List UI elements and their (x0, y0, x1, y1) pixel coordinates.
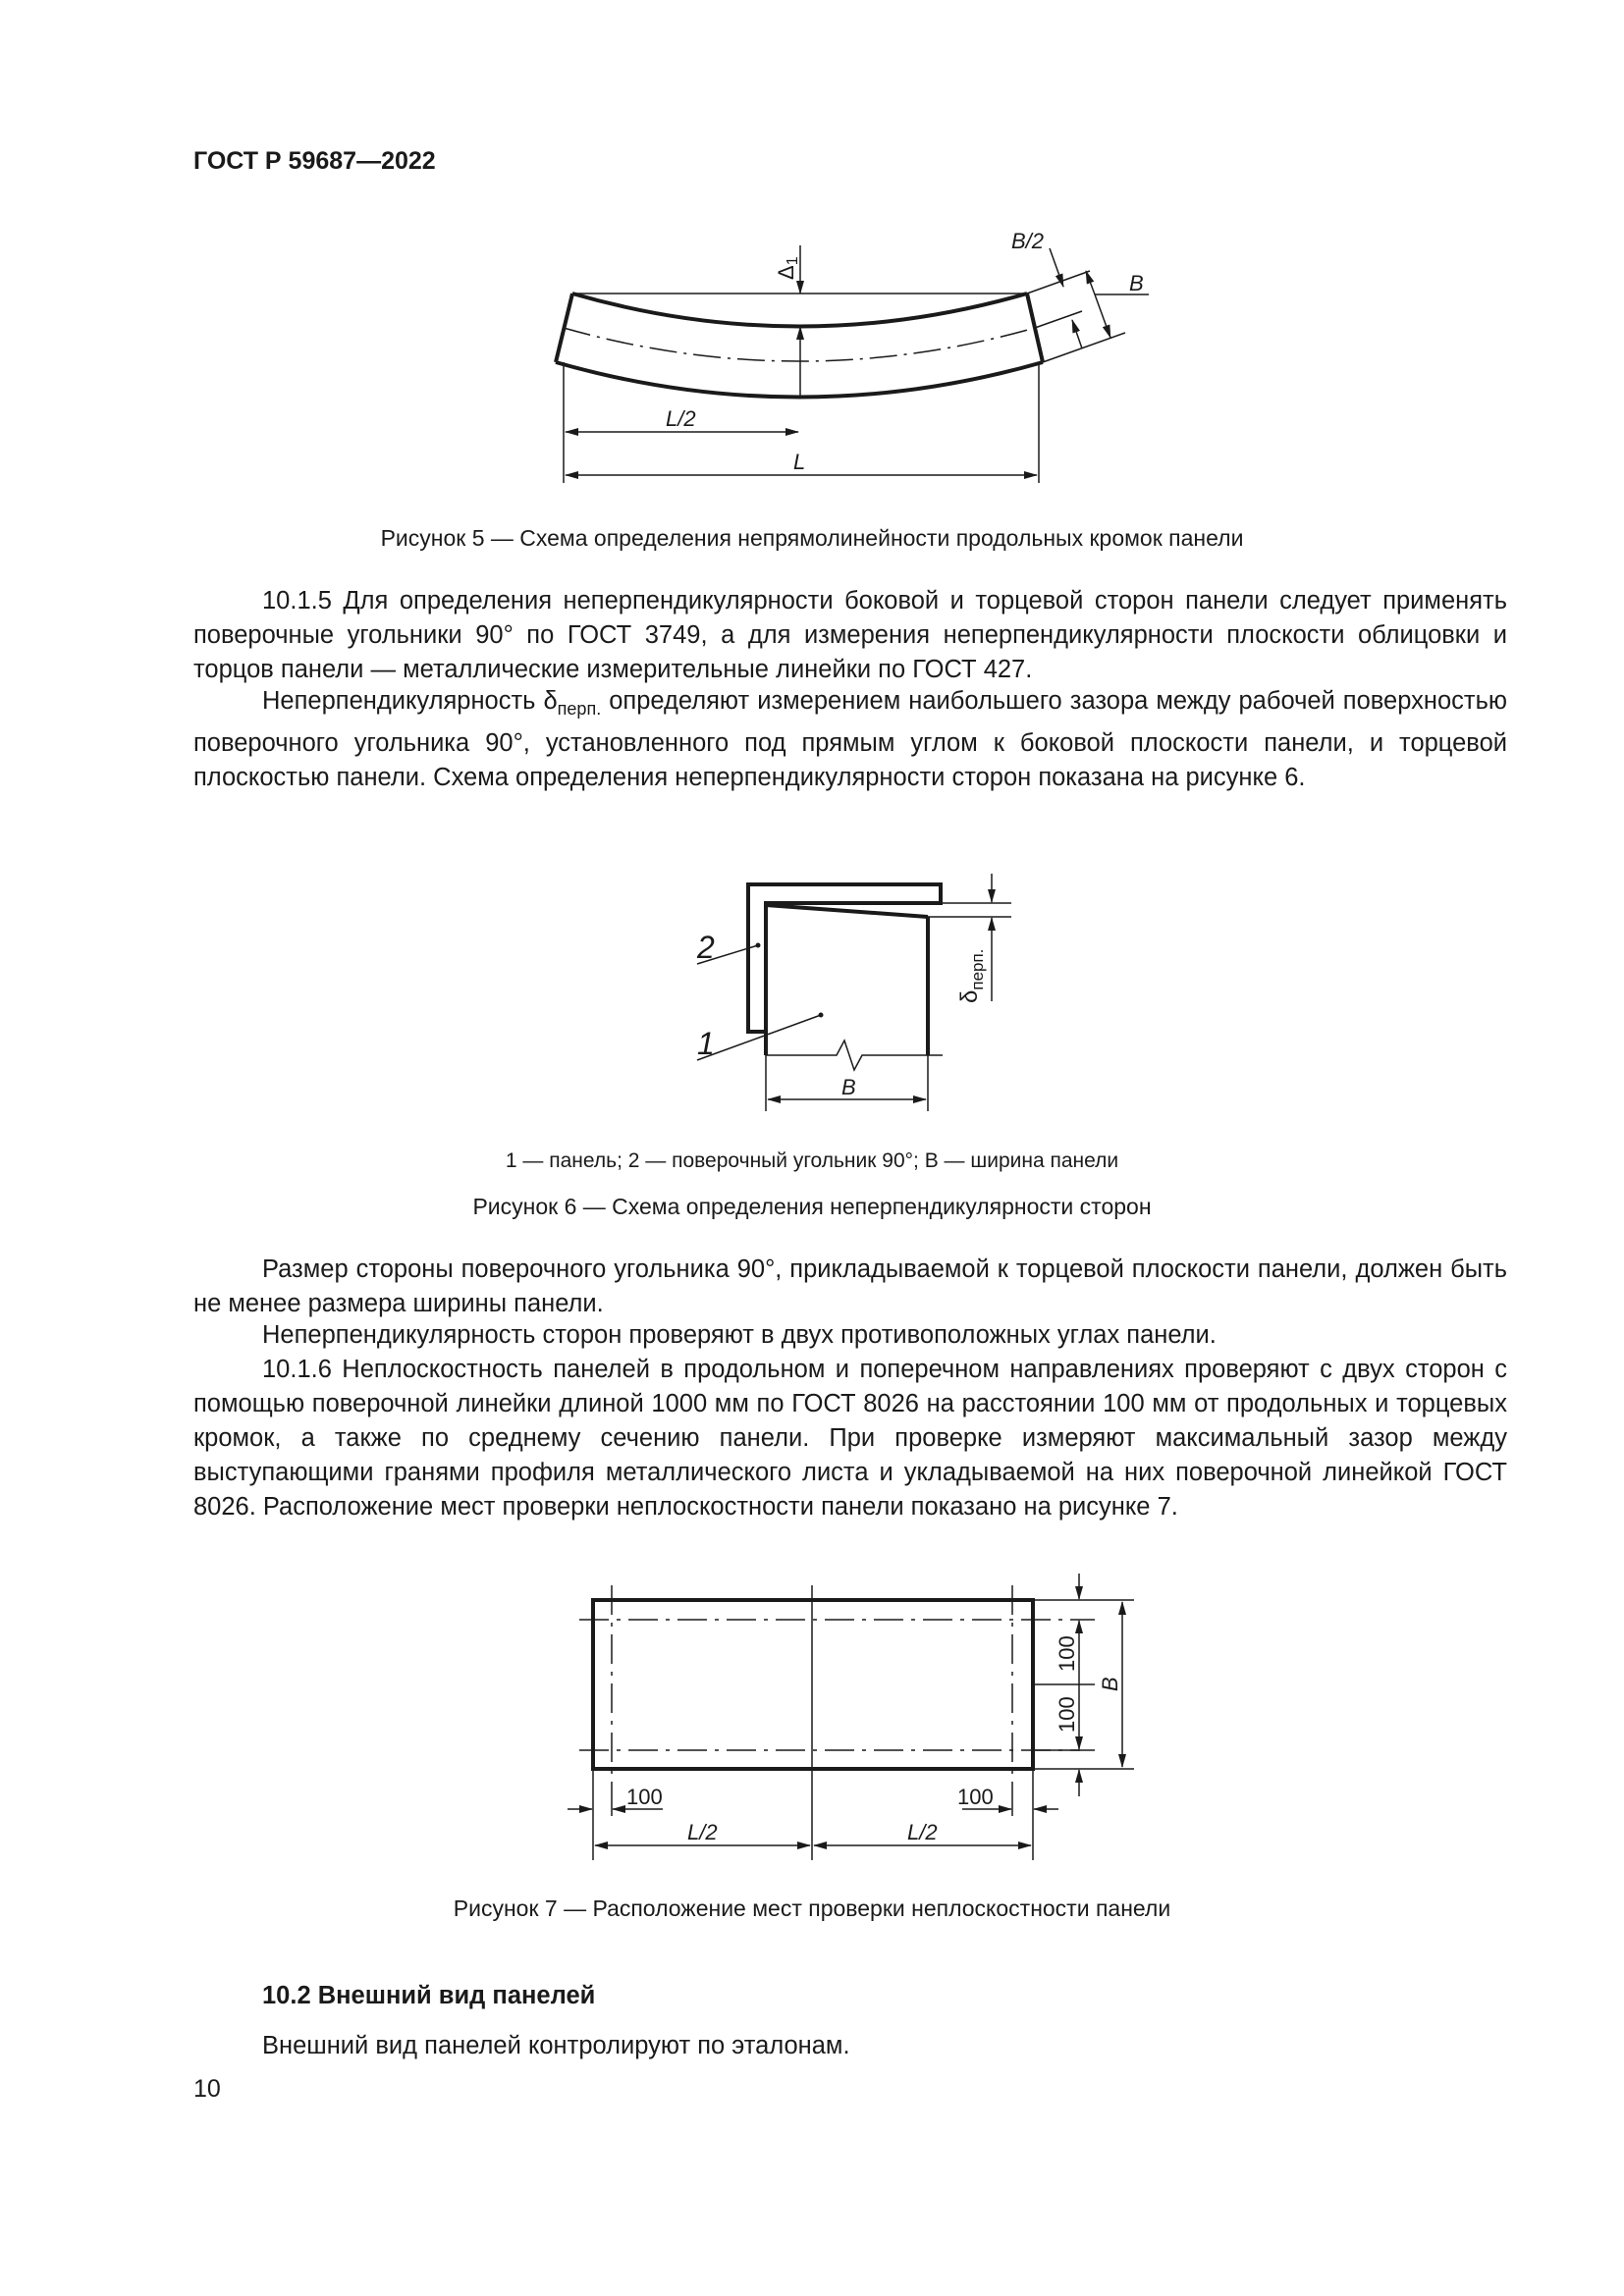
paragraph-appearance: Внешний вид панелей контролируют по эталонам. (262, 2032, 850, 2059)
figure-5 (0, 226, 1624, 501)
item-2-label: 2 (697, 930, 715, 965)
item-1-label: 1 (697, 1026, 715, 1061)
figure-7-caption: Рисунок 7 — Расположение мест проверки неплоскостности панели (453, 1896, 1171, 1921)
paragraph-10-1-5: 10.1.5 Для определения неперпендикулярности боковой и торцевой сторон панели следует применять поверочные угольники 90° по ГОСТ 3749, а для измерения неперпендикулярности плоскости облицовки и торцов панели — металлические измерительные линейки по ГОСТ 427. (193, 587, 1507, 683)
dim-l-half-right: L/2 (907, 1820, 938, 1844)
document-header: ГОСТ Р 59687—2022 (193, 147, 436, 175)
horizontal-dimensions (568, 1769, 1058, 1860)
deflection-dimension (774, 245, 801, 398)
panel-width-label: B (841, 1075, 856, 1099)
figure-6 (0, 864, 1624, 1124)
item-leaders (696, 930, 824, 1061)
figure-6-caption: Рисунок 6 — Схема определения неперпендикулярности сторон (472, 1194, 1152, 1219)
check-lines (579, 1585, 1080, 1860)
figure-6-drawing (0, 864, 1624, 1124)
b-half-label: B/2 (1011, 229, 1045, 253)
dim-100-top: 100 (1055, 1635, 1079, 1672)
figure-7-drawing (0, 1566, 1624, 1870)
width-dimensions (1011, 229, 1149, 362)
b-label: B (1129, 271, 1144, 295)
section-heading-10-2: 10.2 Внешний вид панелей (262, 1982, 596, 2009)
paragraph-non-perpendicularity: Неперпендикулярность $\delta_{перп.}$ определяют измерением наибольшего зазора между рабочей поверхностью поверочного угольника 90°, установленного под прямым углом к боковой плоскости панели, и торцевой плоскостью панели. Схема определения неперпендикулярности сторон показана на рисунке 6. (193, 687, 1507, 792)
dim-l-half-left: L/2 (687, 1820, 718, 1844)
dim-100-bottom: 100 (1055, 1696, 1079, 1733)
l-label: L (793, 450, 806, 474)
curved-panel-outline (556, 294, 1043, 398)
delta-perp-label: $\delta_{перп.}$ (956, 948, 987, 1003)
paragraph-10-1-6: 10.1.6 Неплоскостность панелей в продольном и поперечном направлениях проверяют с двух сторон с помощью поверочной линейки длиной 1000 мм по ГОСТ 8026 на расстоянии 100 мм от продольных и торцевых кромок, а также по среднему сечению панели. При проверке измеряют максимальный зазор между выступающими гранями профиля металлического листа и укладываемой на них поверочной линейкой ГОСТ 8026. Расположение мест проверки неплоскостности панели показано на рисунке 7. (193, 1356, 1507, 1521)
dim-100-right: 100 (957, 1785, 994, 1809)
panel-width-dimension (766, 1055, 928, 1111)
figure-6-legend: 1 — панель; 2 — поверочный угольник 90°; B — ширина панели (505, 1149, 1119, 1172)
figure-5-drawing (0, 226, 1624, 501)
panel-plan-outline (593, 1600, 1033, 1769)
panel-section (766, 905, 943, 1070)
dim-100-left: 100 (626, 1785, 663, 1809)
paragraph-square-size: Размер стороны поверочного угольника 90°, прикладываемой к торцевой плоскости панели, должен быть не менее размера ширины панели. (193, 1255, 1507, 1317)
delta1-label: Δ1 (774, 256, 801, 280)
l-half-label: L/2 (666, 406, 696, 431)
figure-7 (0, 1566, 1624, 1870)
figure-5-caption: Рисунок 5 — Схема определения непрямолинейности продольных кромок панели (380, 525, 1244, 551)
dim-b: B (1098, 1677, 1122, 1691)
vertical-dimensions (1033, 1574, 1134, 1796)
paragraph-two-corners: Неперпендикулярность сторон проверяют в двух противоположных углах панели. (262, 1321, 1217, 1349)
page-number: 10 (193, 2075, 221, 2103)
